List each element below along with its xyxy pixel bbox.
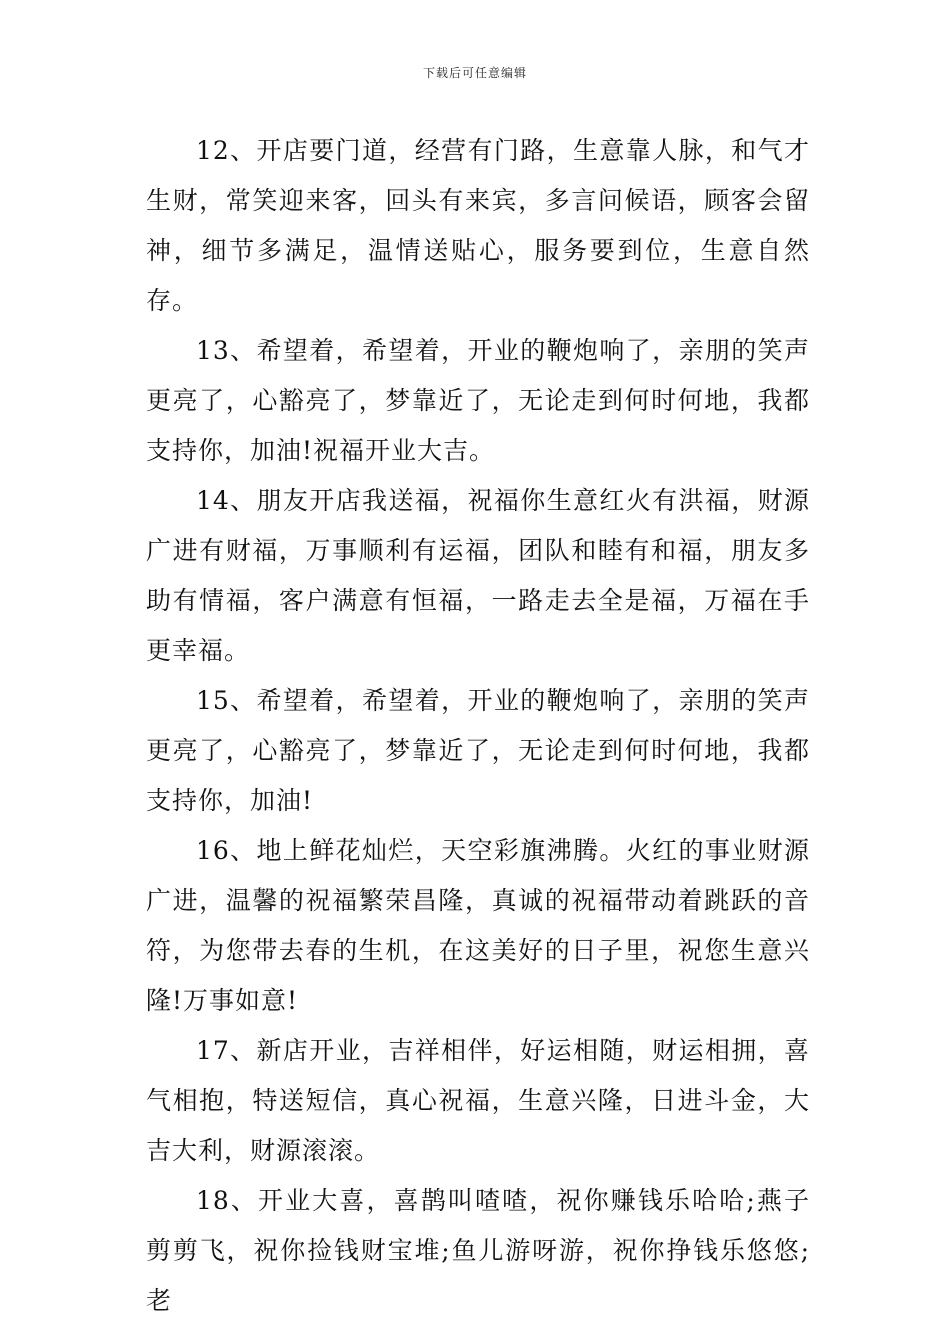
paragraph-17: 17、新店开业，吉祥相伴，好运相随，财运相拥，喜气相抱，特送短信，真心祝福，生意兴隆，日进斗金，大吉大利，财源滚滚。	[146, 1036, 810, 1165]
paragraph-16: 16、地上鲜花灿烂，天空彩旗沸腾。火红的事业财源广进，温馨的祝福繁荣昌隆，真诚的祝福带动着跳跃的音符，为您带去春的生机，在这美好的日子里，祝您生意兴隆!万事如意!	[146, 836, 810, 1015]
document-body	[146, 126, 810, 1326]
paragraph-12: 12、开店要门道，经营有门路，生意靠人脉，和气才生财，常笑迎来客，回头有来宾，多言问候语，顾客会留神，细节多满足，温情送贴心，服务要到位，生意自然存。	[146, 136, 810, 315]
paragraph-13: 13、希望着，希望着，开业的鞭炮响了，亲朋的笑声更亮了，心豁亮了，梦靠近了，无论走到何时何地，我都支持你，加油!祝福开业大吉。	[146, 336, 810, 465]
header-note: 下载后可任意编辑	[422, 66, 527, 80]
paragraph-18: 18、开业大喜，喜鹊叫喳喳，祝你赚钱乐哈哈;燕子剪剪飞，祝你捡钱财宝堆;鱼儿游呀游，祝你挣钱乐悠悠;老	[146, 1186, 810, 1315]
paragraph-14: 14、朋友开店我送福，祝福你生意红火有洪福，财源广进有财福，万事顺利有运福，团队和睦有和福，朋友多助有情福，客户满意有恒福，一路走去全是福，万福在手更幸福。	[146, 486, 810, 665]
paragraph-15: 15、希望着，希望着，开业的鞭炮响了，亲朋的笑声更亮了，心豁亮了，梦靠近了，无论走到何时何地，我都支持你，加油!	[146, 686, 810, 815]
